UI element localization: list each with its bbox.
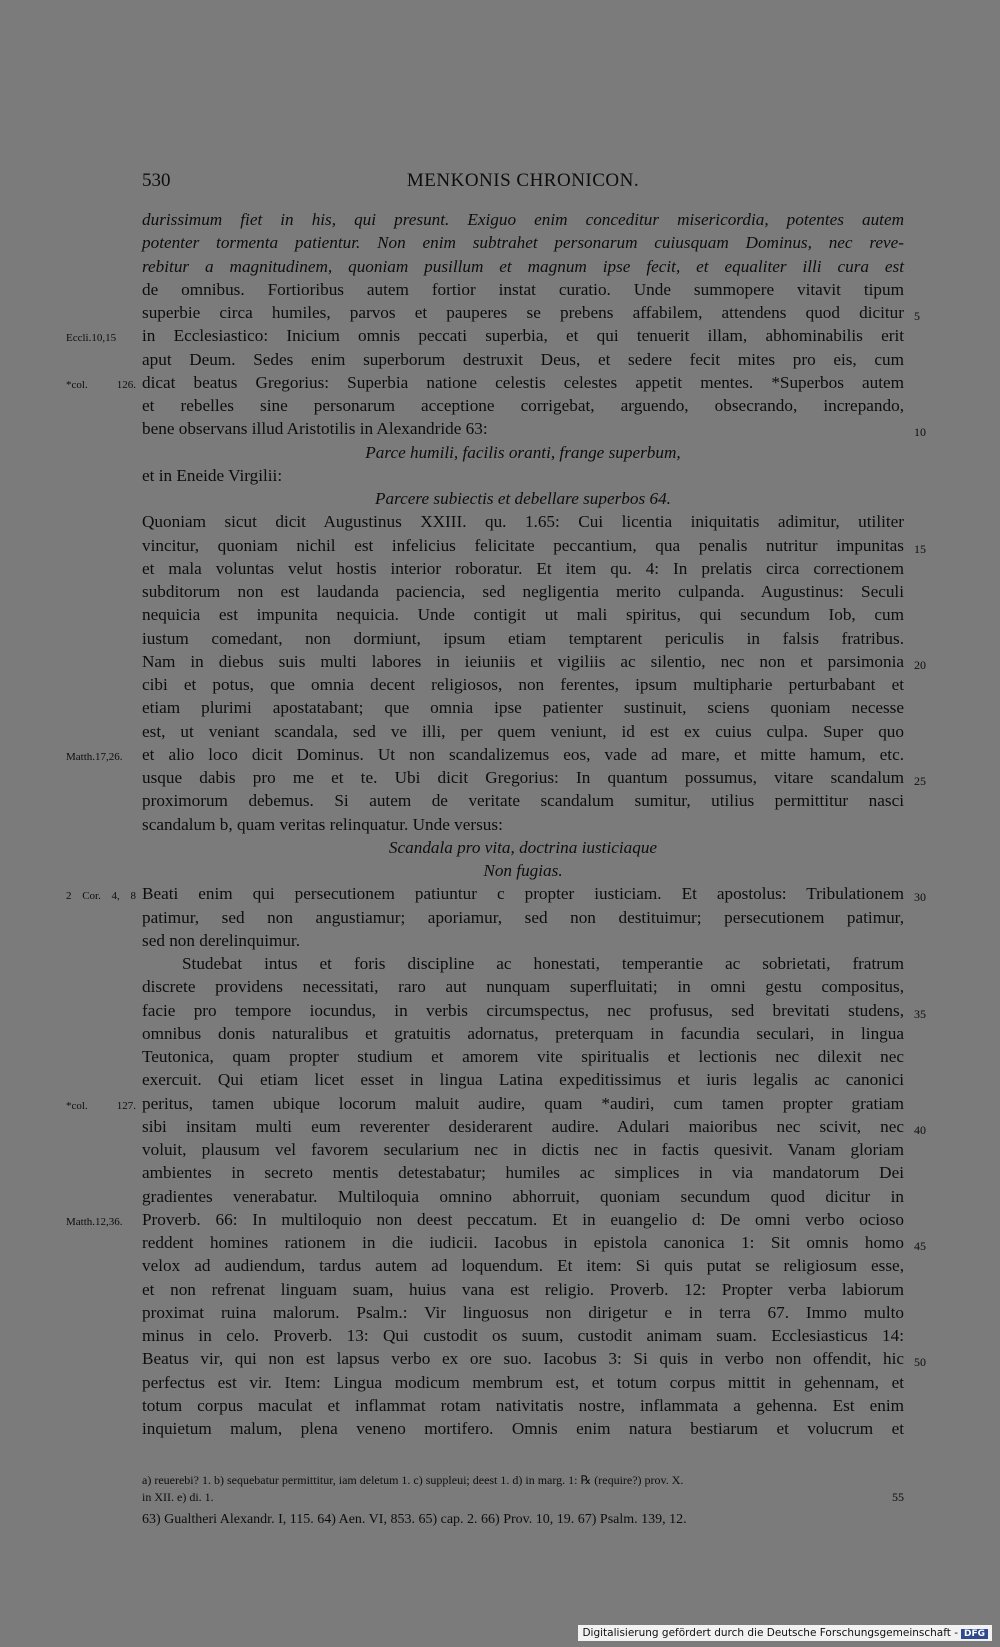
dfg-logo-icon: DFG [961, 1629, 988, 1639]
line-text: bene observans illud Aristotilis in Alexandride 63: [142, 419, 488, 439]
line-number: 20 [914, 657, 926, 672]
line-number: 35 [914, 1006, 926, 1021]
text-line [142, 836, 904, 859]
text-line [142, 1347, 926, 1370]
text-line [142, 673, 904, 696]
line-text: Parce humili, facilis oranti, frange superbum, [365, 442, 681, 462]
line-text: inquietum malum, plena veneno mortifero. Omnis enim natura bestiarum et volucrum et [142, 1419, 904, 1438]
text-line [142, 1022, 904, 1045]
line-text: sibi insitam multi eum reverenter desiderarent audire. Adulari maioribus nec scivit, nec [142, 1116, 904, 1136]
text-line [142, 813, 904, 836]
text-line [142, 580, 904, 603]
text-line [66, 743, 904, 766]
line-text: nequicia est impunita nequicia. Unde contigit ut mali spiritus, qui secundum Iob, cum [142, 605, 904, 625]
text-line [142, 1068, 904, 1091]
text-line [142, 1301, 904, 1324]
line-text: Parcere subiectis et debellare superbos 64. [375, 489, 671, 508]
line-text: Nam in diebus suis multi labores in ieiuniis et vigiliis ac silentio, nec non et parsimonia [142, 651, 904, 671]
line-text: ambientes in secreto mentis detestabatur; humiles ac simplices in via mandatorum Dei [142, 1163, 904, 1183]
page-number: 530 [142, 170, 171, 191]
text-line [142, 208, 904, 231]
line-text: voluit, plausum vel favorem secularium nec in dictis nec in factis quesivit. Vanam gloriam [142, 1140, 904, 1159]
line-text: facie pro tempore iocundus, in verbis circumspectus, nec profusus, sed brevitati studens, [142, 1000, 904, 1020]
line-text: aput Deum. Sedes enim superborum destruxit Deus, et sedere fecit mites pro eis, cum [142, 349, 904, 369]
line-number: 45 [914, 1239, 926, 1253]
line-text: sed non derelinquimur. [142, 930, 301, 950]
footnote-text: in XII. e) di. 1. [142, 1490, 214, 1504]
text-line [66, 882, 926, 905]
line-text: Beatus vir, qui non est lapsus verbo ex ore suo. Iacobus 3: Si quis in verbo non offendit, hic [142, 1349, 904, 1369]
text-line [142, 952, 904, 975]
text-line [142, 417, 926, 440]
text-line [142, 999, 926, 1022]
text-line [142, 1278, 904, 1301]
running-title: MENKONIS CHRONICON. [406, 170, 640, 191]
source-notes-text: 63) Gualtheri Alexandr. I, 115. 64) Aen. VI, 853. 65) cap. 2. 66) Prov. 10, 19. 67) Psalm. 139, 12. [142, 1512, 687, 1527]
line-text: Proverb. 66: In multiloquio non deest peccatum. Et in euangelio d: De omni verbo ocioso [142, 1209, 904, 1229]
line-number: 10 [914, 425, 926, 440]
line-number: 15 [914, 541, 926, 556]
line-text: cibi et potus, que omnia decent religiosos, non ferentes, ipsum multipharie perturbabant et [142, 675, 904, 694]
text-line [142, 975, 904, 998]
text-line [142, 696, 904, 719]
text-line [142, 1115, 926, 1138]
margin-reference: *col. 126. [66, 378, 136, 391]
digitization-credit [578, 1625, 992, 1641]
text-line [142, 487, 904, 510]
line-text: et alio loco dicit Dominus. Ut non scandalizemus eos, vade ad mare, et mitte hamum, etc. [142, 744, 904, 764]
line-text: exercuit. Qui etiam licet esset in lingua Latina expeditissimus et iuris legalis ac canonici [142, 1070, 904, 1090]
margin-reference: Matth.12,36. [66, 1215, 123, 1228]
text-line [142, 557, 904, 580]
line-number: 50 [914, 1355, 926, 1370]
footnote-apparatus-line [142, 1473, 904, 1488]
line-text: durissimum fiet in his, qui presunt. Exiguo enim conceditur misericordia, potentes autem [142, 210, 904, 229]
line-text: de omnibus. Fortioribus autem fortior instat curatio. Unde summopere vitavit tipum [142, 279, 904, 299]
line-text: et in Eneide Virgilii: [142, 465, 283, 485]
text-line [142, 1324, 904, 1347]
line-text: subditorum non est laudanda paciencia, sed negligentia merito culpanda. Augustinus: Seculi [142, 582, 904, 601]
line-text: totum corpus maculat et inflammat rotam nativitatis nostre, inflammata a gehenna. Est enim [142, 1395, 904, 1415]
margin-reference: *col. 127. [66, 1099, 136, 1112]
line-text: proximat ruina malorum. Psalm.: Vir linguosus non dirigetur e in terra 67. Immo multo [142, 1302, 904, 1322]
line-text: perfectus est vir. Item: Lingua modicum membrum est, et totum corpus mittit in gehennam, et [142, 1372, 904, 1392]
line-number: 5 [914, 309, 920, 323]
line-text: peritus, tamen ubique locorum maluit audire, quam *audiri, cum tamen propter gratiam [142, 1093, 904, 1113]
line-number: 25 [914, 774, 926, 788]
credit-text: Digitalisierung gefördert durch die Deutsche Forschungsgemeinschaft - [582, 1627, 958, 1639]
chronicle-text [66, 208, 926, 1440]
text-line [142, 1417, 904, 1440]
text-line [142, 906, 904, 929]
text-line [142, 720, 904, 743]
text-line [142, 510, 904, 533]
line-text: est, ut veniant scandala, sed ve illi, per quem veniunt, id est ex cuius culpa. Super quo [142, 721, 904, 741]
line-text: gradientes venerabatur. Multiloquia omnino abhorruit, quoniam secundum quod dicitur in [142, 1186, 904, 1206]
line-number: 40 [914, 1122, 926, 1137]
text-line [142, 231, 904, 254]
line-text: rebitur a magnitudinem, quoniam pusillum et magnum ipse fecit, et equaliter illi cura est [142, 256, 904, 276]
line-text: Non fugias. [483, 861, 563, 880]
page-header [142, 170, 904, 194]
text-line [142, 1185, 904, 1208]
text-line [142, 789, 904, 812]
line-text: discrete providens necessitati, raro aut nunquam superfluitati; in omni gestu compositus, [142, 977, 904, 997]
text-line [142, 1371, 904, 1394]
text-line [142, 766, 926, 789]
line-text: et mala voluntas velut hostis interior roboratur. Et item qu. 4: In prelatis circa correctionem [142, 558, 904, 578]
line-text: dicat beatus Gregorius: Superbia natione celestis celestes appetit mentes. *Superbos autem [142, 372, 904, 392]
text-line [142, 1394, 904, 1417]
line-number: 55 [892, 1490, 904, 1504]
text-line [142, 255, 904, 278]
text-line [142, 1045, 904, 1068]
text-line [142, 464, 904, 487]
text-line [66, 324, 904, 347]
text-line [142, 650, 926, 673]
text-line [142, 1254, 904, 1277]
text-line [142, 394, 904, 417]
text-line [142, 278, 904, 301]
line-text: minus in celo. Proverb. 13: Qui custodit os suum, custodit animam suam. Ecclesiasticus 14: [142, 1326, 904, 1345]
text-line [66, 371, 904, 394]
line-text: Scandala pro vita, doctrina iusticiaque [388, 837, 658, 857]
text-line [142, 627, 904, 650]
line-text: superbie circa humiles, parvos et pauperes se prebens affabilem, attendens quod dicitur [142, 303, 904, 322]
text-line [142, 1161, 904, 1184]
text-line [142, 441, 904, 464]
margin-reference: Matth.17,26. [66, 750, 123, 763]
footnote-text: a) reuerebi? 1. b) sequebatur permittitur, iam deletum 1. c) suppleui; deest 1. d) in marg. 1: ℞ (require?) prov. X. [142, 1473, 684, 1487]
line-text: et rebelles sine personarum acceptione corrigebat, arguendo, obsecrando, increpando, [142, 396, 904, 415]
text-line [142, 1231, 926, 1254]
line-text: reddent homines rationem in die iudicii. Iacobus in epistola canonica 1: Sit omnis homo [142, 1233, 904, 1252]
line-text: omnibus donis naturalibus et gratuitis adornatus, preterquam in facundia seculari, in lingua [142, 1023, 904, 1043]
line-text: scandalum b, quam veritas relinquatur. Unde versus: [142, 814, 503, 834]
line-text: potenter tormenta patientur. Non enim subtrahet personarum cuiusquam Dominus, nec reve- [142, 233, 904, 253]
line-text: patimur, sed non angustiamur; aporiamur, sed non destituimur; persecutionem patimur, [142, 907, 904, 927]
line-text: proximorum debemus. Si autem de veritate scandalum sumitur, utilius permittitur nasci [142, 791, 904, 811]
text-line [142, 301, 920, 324]
text-line [142, 534, 926, 557]
line-text: etiam plurimi apostatabant; que omnia ipse patienter sustinuit, sciens quoniam necesse [142, 698, 904, 718]
line-text: usque dabis pro me et te. Ubi dicit Gregorius: In quantum possumus, vitare scandalum [142, 768, 904, 787]
line-text: Quoniam sicut dicit Augustinus XXIII. qu. 1.65: Cui licentia iniquitatis adimitur, utiliter [142, 512, 904, 532]
text-line [142, 929, 904, 952]
text-line [66, 1092, 904, 1115]
margin-reference: Eccli.10,15 [66, 332, 117, 345]
line-text: et non refrenat linguam suam, huius vana est religio. Proverb. 12: Propter verba labiorum [142, 1279, 904, 1299]
text-line [142, 348, 904, 371]
line-text: in Ecclesiastico: Inicium omnis peccati superbia, et qui tenuerit illam, abhominabilis erit [142, 326, 904, 346]
text-line [142, 1138, 904, 1161]
line-text: velox ad audiendum, tardus autem ad loquendum. Et item: Si quis putat se religiosum esse, [142, 1256, 904, 1276]
text-line [142, 603, 904, 626]
line-text: Studebat intus et foris discipline ac honestati, temperantie ac sobrietati, fratrum [182, 954, 904, 973]
line-number: 30 [914, 890, 926, 905]
footnote-apparatus-line [142, 1490, 904, 1505]
line-text: iustum comedant, non dormiunt, ipsum etiam temptarent periculis in falsis fratribus. [142, 628, 904, 648]
line-text: Beati enim qui persecutionem patiuntur c propter iusticiam. Et apostolus: Tribulationem [142, 884, 904, 904]
line-text: vincitur, quoniam nichil est infelicius felicitate peccantium, qua penalis nutritur impunitas [142, 535, 904, 555]
line-text: Teutonica, quam propter studium et amorem vite spiritualis et lectionis nec dilexit nec [142, 1047, 904, 1066]
text-line [142, 859, 904, 882]
margin-reference: 2 Cor. 4, 8 [66, 890, 136, 903]
text-line [66, 1208, 904, 1231]
source-notes-line [142, 1512, 904, 1528]
